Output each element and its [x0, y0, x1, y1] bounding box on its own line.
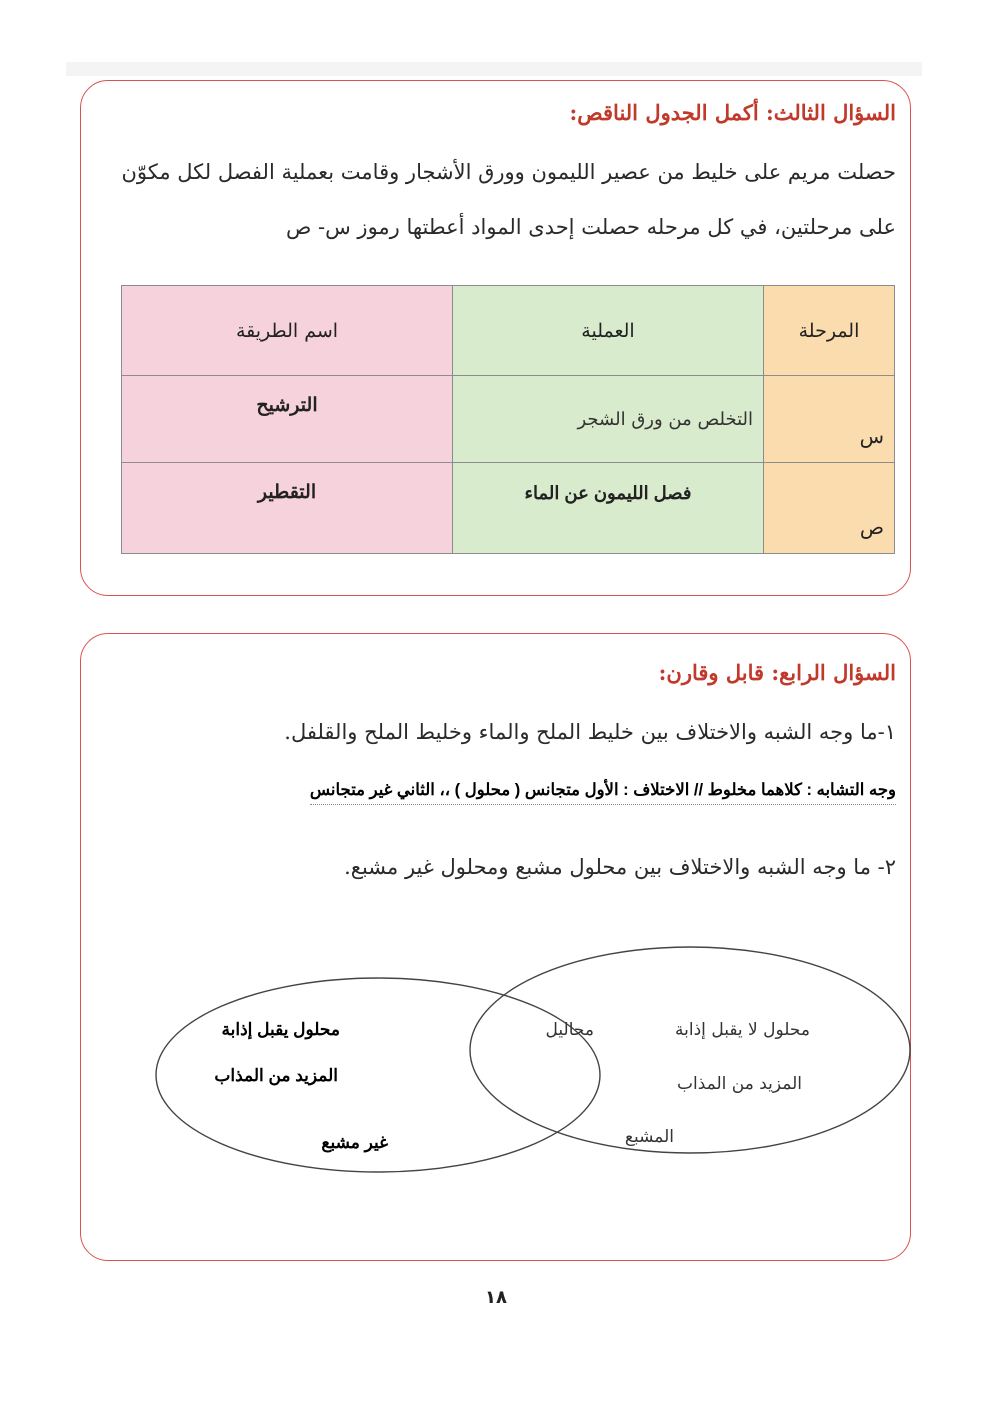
venn-center: محاليل	[545, 1020, 594, 1040]
venn-right-line1: محلول لا يقبل إذابة	[675, 1020, 810, 1040]
question4-item1: ١-ما وجه الشبه والاختلاف بين خليط الملح والماء وخليط الملح والقلفل.	[284, 720, 896, 744]
question4-title: السؤال الرابع: قابل وقارن:	[658, 660, 896, 685]
question4-item2: ٢- ما وجه الشبه والاختلاف بين محلول مشبع ومحلول غير مشبع.	[344, 855, 896, 879]
venn-left-line2: المزيد من المذاب	[214, 1066, 338, 1085]
venn-left-label: غير مشبع	[321, 1133, 388, 1152]
venn-right-label: المشبع	[624, 1127, 674, 1147]
row1-stage: س	[764, 376, 895, 463]
page-number: ١٨	[485, 1287, 507, 1308]
row1-process: التخلص من ورق الشجر	[453, 376, 764, 463]
row1-method: الترشيح	[122, 376, 453, 463]
question4-answer1: وجه التشابه : كلاهما مخلوط // الاختلاف : الأول متجانس ( محلول ) ،، الثاني غير متجانس	[310, 780, 896, 805]
row2-process: فصل الليمون عن الماء	[453, 463, 764, 554]
row2-method: التقطير	[122, 463, 453, 554]
question3-text-line1: حصلت مريم على خليط من عصير الليمون وورق الأشجار وقامت بعملية الفصل لكل مكوّن	[121, 160, 896, 184]
venn-right-circle	[470, 947, 910, 1153]
header-method: اسم الطريقة	[122, 286, 453, 376]
venn-right-line2: المزيد من المذاب	[676, 1074, 802, 1094]
venn-left-line1: محلول يقبل إذابة	[221, 1020, 340, 1039]
header-process: العملية	[453, 286, 764, 376]
question3-title: السؤال الثالث: أكمل الجدول الناقص:	[569, 100, 896, 125]
question3-text-line2: على مرحلتين، في كل مرحله حصلت إحدى المواد أعطتها رموز س- ص	[285, 215, 896, 239]
row2-stage: ص	[764, 463, 895, 554]
header-stage: المرحلة	[764, 286, 895, 376]
